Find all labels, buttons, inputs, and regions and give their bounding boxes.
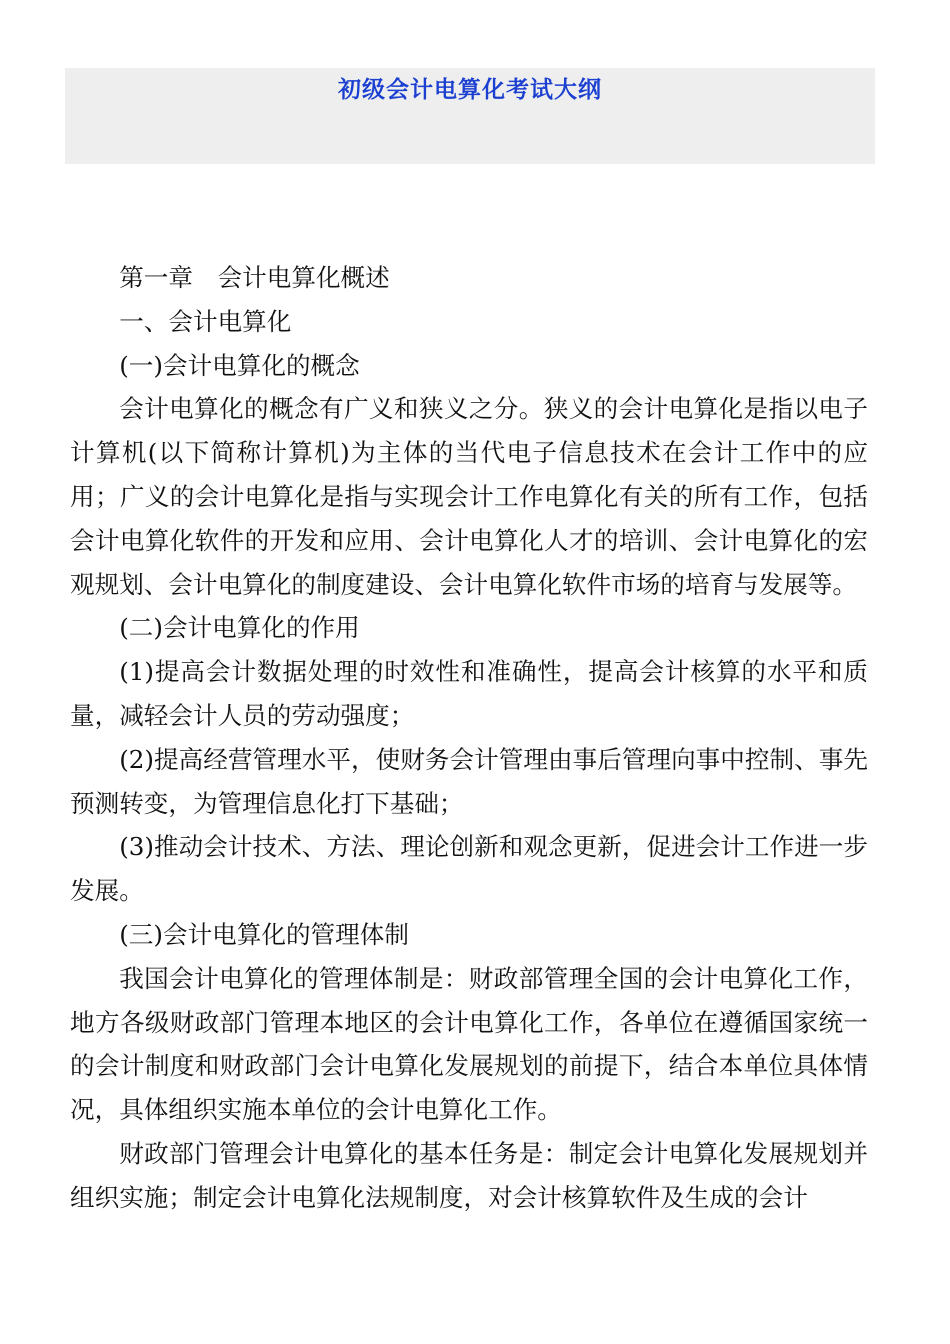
subsection-heading-role: (二)会计电算化的作用 <box>119 613 360 643</box>
document-title: 初级会计电算化考试大纲 <box>338 77 602 103</box>
list-item-role-3: (3)推动会计技术、方法、理论创新和观念更新，促进会计工作进一步发展。 <box>70 832 868 906</box>
list-item-role-1: (1)提高会计数据处理的时效性和准确性，提高会计核算的水平和质量，减轻会计人员的劳动强度； <box>70 657 868 730</box>
chapter-heading: 第一章 会计电算化概述 <box>119 263 390 292</box>
section-heading: 一、会计电算化 <box>119 306 292 336</box>
list-item-role-2: (2)提高经营管理水平，使财务会计管理由事后管理向事中控制、事先预测转变，为管理信息化打下基础； <box>70 744 868 818</box>
paragraph-management-system: 我国会计电算化的管理体制是：财政部管理全国的会计电算化工作，地方各级财政部门管理本地区的会计电算化工作，各单位在遵循国家统一的会计制度和财政部门会计电算化发展规划的前提下，结合本单位具体情况，具体组织实施本单位的会计电算化工作。 <box>70 963 868 1125</box>
subsection-heading-concept: (一)会计电算化的概念 <box>119 350 360 380</box>
paragraph-concept: 会计电算化的概念有广义和狭义之分。狭义的会计电算化是指以电子计算机(以下简称计算机)为主体的当代电子信息技术在会计工作中的应用；广义的会计电算化是指与实现会计工作电算化有关的所有工作，包括会计电算化软件的开发和应用、会计电算化人才的培训、会计电算化的宏观规划、会计电算化的制度建设、会计电算化软件市场的培育与发展等。 <box>70 394 868 599</box>
title-banner <box>65 68 875 164</box>
subsection-heading-management: (三)会计电算化的管理体制 <box>119 919 409 949</box>
document-body <box>70 256 868 1220</box>
paragraph-finance-tasks: 财政部门管理会计电算化的基本任务是：制定会计电算化发展规划并组织实施；制定会计电算化法规制度，对会计核算软件及生成的会计 <box>70 1138 868 1212</box>
